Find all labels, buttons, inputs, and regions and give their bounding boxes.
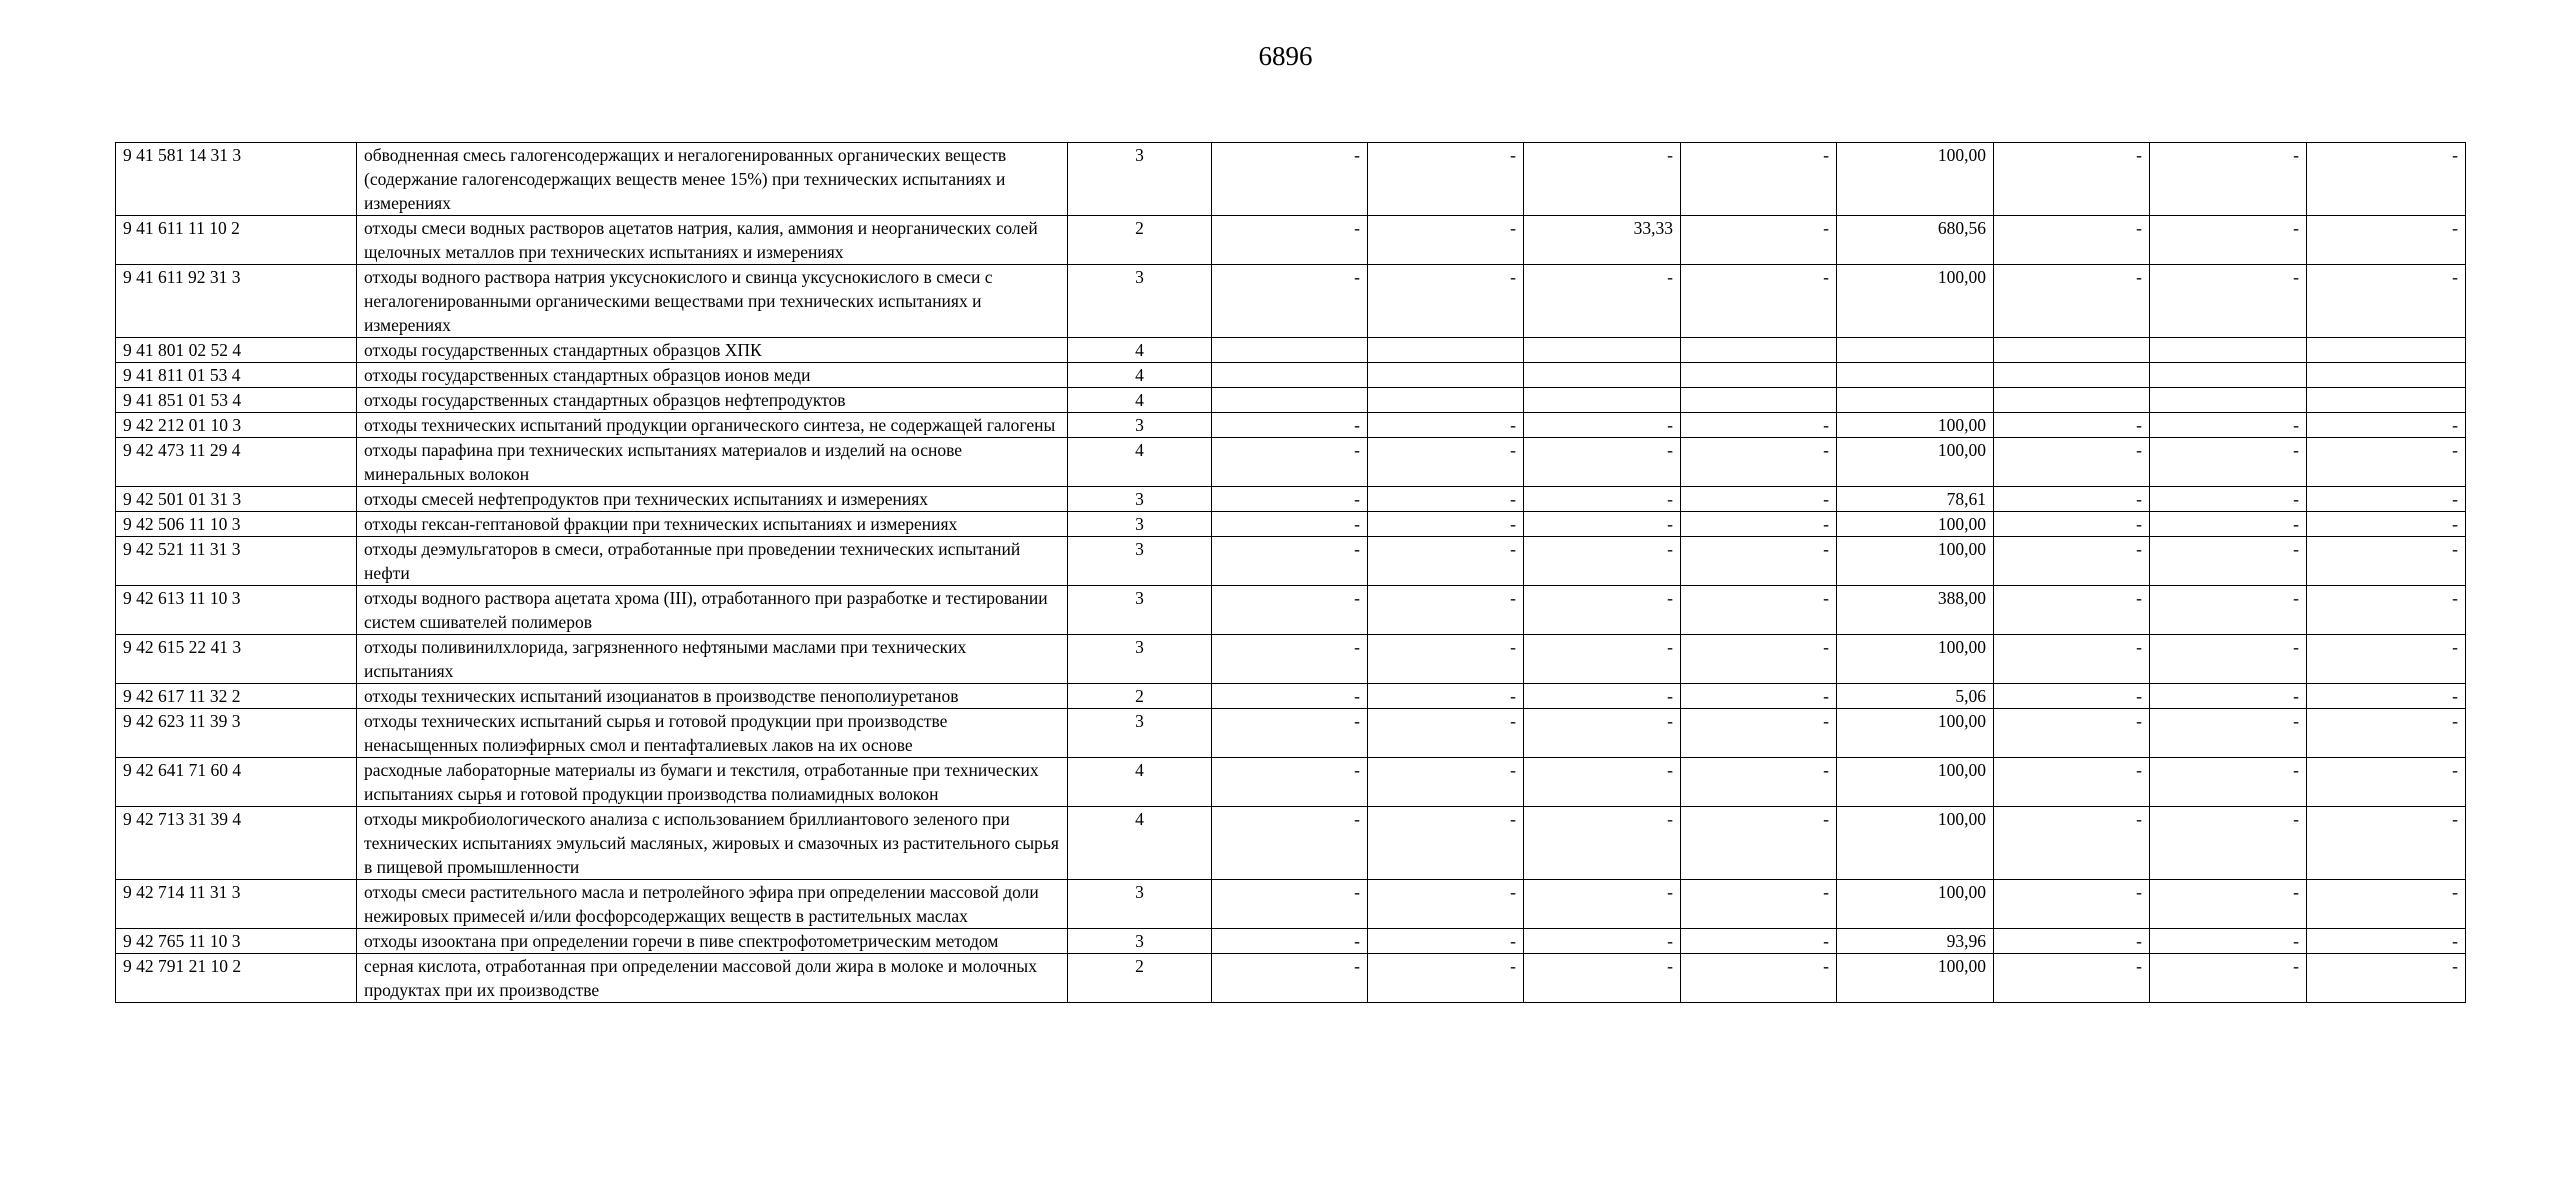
cell-value-1: - bbox=[1212, 954, 1368, 1003]
cell-value-1: - bbox=[1212, 512, 1368, 537]
cell-value-7: - bbox=[2150, 758, 2307, 807]
cell-code: 9 42 714 11 31 3 bbox=[116, 880, 357, 929]
cell-value-3 bbox=[1524, 388, 1681, 413]
cell-value-3: - bbox=[1524, 880, 1681, 929]
cell-value-4: - bbox=[1681, 586, 1837, 635]
cell-value-2: - bbox=[1368, 438, 1524, 487]
cell-value-2: - bbox=[1368, 880, 1524, 929]
cell-code: 9 41 851 01 53 4 bbox=[116, 388, 357, 413]
cell-value-7: - bbox=[2150, 586, 2307, 635]
cell-value-7: - bbox=[2150, 709, 2307, 758]
cell-name: отходы изооктана при определении горечи в пиве спектрофотометрическим методом bbox=[357, 929, 1068, 954]
cell-code: 9 42 615 22 41 3 bbox=[116, 635, 357, 684]
cell-value-4: - bbox=[1681, 265, 1837, 338]
cell-value-8: - bbox=[2307, 512, 2466, 537]
table-row bbox=[116, 537, 2466, 586]
table-row bbox=[116, 265, 2466, 338]
cell-code: 9 42 641 71 60 4 bbox=[116, 758, 357, 807]
cell-value-6: - bbox=[1994, 143, 2150, 216]
cell-value-5: 100,00 bbox=[1837, 537, 1994, 586]
cell-name: отходы технических испытаний сырья и готовой продукции при производстве ненасыщенных полиэфирных смол и пентафталиевых лаков на их основе bbox=[357, 709, 1068, 758]
cell-value-5: 100,00 bbox=[1837, 413, 1994, 438]
cell-value-6 bbox=[1994, 388, 2150, 413]
cell-value-3: - bbox=[1524, 954, 1681, 1003]
cell-hazard-class: 4 bbox=[1068, 758, 1212, 807]
cell-value-6: - bbox=[1994, 929, 2150, 954]
cell-value-2: - bbox=[1368, 709, 1524, 758]
page-number: 6896 bbox=[1258, 41, 1313, 71]
cell-value-4: - bbox=[1681, 929, 1837, 954]
cell-value-7 bbox=[2150, 388, 2307, 413]
cell-hazard-class: 3 bbox=[1068, 586, 1212, 635]
cell-code: 9 42 521 11 31 3 bbox=[116, 537, 357, 586]
cell-value-8: - bbox=[2307, 709, 2466, 758]
cell-hazard-class: 3 bbox=[1068, 487, 1212, 512]
cell-value-2: - bbox=[1368, 512, 1524, 537]
cell-value-6: - bbox=[1994, 586, 2150, 635]
cell-value-8: - bbox=[2307, 954, 2466, 1003]
cell-value-1: - bbox=[1212, 143, 1368, 216]
cell-value-3: - bbox=[1524, 929, 1681, 954]
cell-value-1: - bbox=[1212, 537, 1368, 586]
cell-value-5 bbox=[1837, 363, 1994, 388]
cell-value-7: - bbox=[2150, 265, 2307, 338]
cell-value-5: 100,00 bbox=[1837, 635, 1994, 684]
cell-value-1: - bbox=[1212, 265, 1368, 338]
cell-name: отходы смеси растительного масла и петролейного эфира при определении массовой доли нежировых примесей и/или фосфорсодержащих веществ в растительных маслах bbox=[357, 880, 1068, 929]
cell-code: 9 42 212 01 10 3 bbox=[116, 413, 357, 438]
table-body bbox=[116, 143, 2466, 1003]
cell-value-3 bbox=[1524, 363, 1681, 388]
cell-value-5: 100,00 bbox=[1837, 265, 1994, 338]
cell-value-3: - bbox=[1524, 265, 1681, 338]
cell-value-1: - bbox=[1212, 880, 1368, 929]
cell-value-3 bbox=[1524, 338, 1681, 363]
cell-hazard-class: 3 bbox=[1068, 929, 1212, 954]
cell-code: 9 41 801 02 52 4 bbox=[116, 338, 357, 363]
cell-name: отходы поливинилхлорида, загрязненного нефтяными маслами при технических испытаниях bbox=[357, 635, 1068, 684]
cell-value-7: - bbox=[2150, 537, 2307, 586]
cell-hazard-class: 4 bbox=[1068, 338, 1212, 363]
cell-value-7: - bbox=[2150, 880, 2307, 929]
cell-value-8 bbox=[2307, 388, 2466, 413]
cell-value-4: - bbox=[1681, 537, 1837, 586]
table-row bbox=[116, 684, 2466, 709]
cell-hazard-class: 4 bbox=[1068, 438, 1212, 487]
cell-hazard-class: 3 bbox=[1068, 512, 1212, 537]
cell-hazard-class: 2 bbox=[1068, 954, 1212, 1003]
table-row bbox=[116, 363, 2466, 388]
cell-value-2 bbox=[1368, 338, 1524, 363]
cell-value-1: - bbox=[1212, 216, 1368, 265]
cell-value-1: - bbox=[1212, 413, 1368, 438]
cell-hazard-class: 3 bbox=[1068, 880, 1212, 929]
cell-code: 9 41 811 01 53 4 bbox=[116, 363, 357, 388]
cell-name: расходные лабораторные материалы из бумаги и текстиля, отработанные при технических испытаниях сырья и готовой продукции производства полиамидных волокон bbox=[357, 758, 1068, 807]
cell-value-7 bbox=[2150, 363, 2307, 388]
cell-value-7: - bbox=[2150, 807, 2307, 880]
cell-value-8: - bbox=[2307, 487, 2466, 512]
cell-value-7: - bbox=[2150, 413, 2307, 438]
cell-code: 9 41 581 14 31 3 bbox=[116, 143, 357, 216]
cell-value-7 bbox=[2150, 338, 2307, 363]
cell-hazard-class: 3 bbox=[1068, 413, 1212, 438]
cell-value-6: - bbox=[1994, 487, 2150, 512]
cell-value-3: - bbox=[1524, 635, 1681, 684]
cell-value-3: - bbox=[1524, 438, 1681, 487]
cell-value-7: - bbox=[2150, 487, 2307, 512]
cell-value-3: - bbox=[1524, 586, 1681, 635]
cell-hazard-class: 4 bbox=[1068, 807, 1212, 880]
table-row bbox=[116, 635, 2466, 684]
cell-value-4: - bbox=[1681, 216, 1837, 265]
cell-code: 9 42 713 31 39 4 bbox=[116, 807, 357, 880]
cell-value-8: - bbox=[2307, 635, 2466, 684]
cell-value-8: - bbox=[2307, 265, 2466, 338]
cell-code: 9 41 611 11 10 2 bbox=[116, 216, 357, 265]
cell-value-4: - bbox=[1681, 635, 1837, 684]
cell-value-2: - bbox=[1368, 265, 1524, 338]
cell-value-6: - bbox=[1994, 512, 2150, 537]
cell-hazard-class: 3 bbox=[1068, 265, 1212, 338]
cell-value-5: 100,00 bbox=[1837, 954, 1994, 1003]
cell-value-6: - bbox=[1994, 684, 2150, 709]
cell-value-1: - bbox=[1212, 929, 1368, 954]
cell-value-6: - bbox=[1994, 438, 2150, 487]
table-row bbox=[116, 338, 2466, 363]
cell-value-1: - bbox=[1212, 438, 1368, 487]
cell-value-4: - bbox=[1681, 413, 1837, 438]
cell-value-4: - bbox=[1681, 487, 1837, 512]
cell-name: отходы смеси водных растворов ацетатов натрия, калия, аммония и неорганических солей щелочных металлов при технических испытаниях и измерениях bbox=[357, 216, 1068, 265]
table-row bbox=[116, 758, 2466, 807]
cell-value-5: 100,00 bbox=[1837, 807, 1994, 880]
cell-name: обводненная смесь галогенсодержащих и негалогенированных органических веществ (содержание галогенсодержащих веществ менее 15%) при технических испытаниях и измерениях bbox=[357, 143, 1068, 216]
cell-value-3: - bbox=[1524, 143, 1681, 216]
cell-hazard-class: 2 bbox=[1068, 216, 1212, 265]
cell-value-7: - bbox=[2150, 635, 2307, 684]
cell-value-3: - bbox=[1524, 709, 1681, 758]
cell-value-2: - bbox=[1368, 954, 1524, 1003]
cell-name: отходы парафина при технических испытаниях материалов и изделий на основе минеральных волокон bbox=[357, 438, 1068, 487]
cell-name: отходы гексан-гептановой фракции при технических испытаниях и измерениях bbox=[357, 512, 1068, 537]
cell-value-8: - bbox=[2307, 413, 2466, 438]
cell-value-6: - bbox=[1994, 537, 2150, 586]
table-row bbox=[116, 954, 2466, 1003]
table-row bbox=[116, 929, 2466, 954]
cell-value-6: - bbox=[1994, 216, 2150, 265]
cell-value-8: - bbox=[2307, 438, 2466, 487]
cell-value-4 bbox=[1681, 338, 1837, 363]
cell-value-5: 100,00 bbox=[1837, 143, 1994, 216]
cell-value-8: - bbox=[2307, 143, 2466, 216]
cell-name: отходы государственных стандартных образцов ХПК bbox=[357, 338, 1068, 363]
cell-value-8: - bbox=[2307, 758, 2466, 807]
cell-value-7: - bbox=[2150, 438, 2307, 487]
cell-value-6: - bbox=[1994, 413, 2150, 438]
cell-code: 9 42 613 11 10 3 bbox=[116, 586, 357, 635]
cell-value-1: - bbox=[1212, 758, 1368, 807]
cell-value-4: - bbox=[1681, 512, 1837, 537]
cell-value-4: - bbox=[1681, 880, 1837, 929]
cell-value-3: 33,33 bbox=[1524, 216, 1681, 265]
cell-value-5 bbox=[1837, 388, 1994, 413]
cell-hazard-class: 3 bbox=[1068, 143, 1212, 216]
cell-code: 9 42 623 11 39 3 bbox=[116, 709, 357, 758]
cell-value-1: - bbox=[1212, 709, 1368, 758]
cell-hazard-class: 4 bbox=[1068, 388, 1212, 413]
table-row bbox=[116, 388, 2466, 413]
cell-value-5 bbox=[1837, 338, 1994, 363]
cell-value-5: 100,00 bbox=[1837, 512, 1994, 537]
cell-name: отходы технических испытаний продукции органического синтеза, не содержащей галогены bbox=[357, 413, 1068, 438]
cell-code: 9 42 791 21 10 2 bbox=[116, 954, 357, 1003]
cell-value-5: 680,56 bbox=[1837, 216, 1994, 265]
cell-value-8: - bbox=[2307, 537, 2466, 586]
cell-code: 9 42 501 01 31 3 bbox=[116, 487, 357, 512]
cell-value-4: - bbox=[1681, 143, 1837, 216]
cell-value-5: 78,61 bbox=[1837, 487, 1994, 512]
cell-value-8: - bbox=[2307, 684, 2466, 709]
cell-value-2: - bbox=[1368, 413, 1524, 438]
cell-value-7: - bbox=[2150, 684, 2307, 709]
cell-name: отходы смесей нефтепродуктов при технических испытаниях и измерениях bbox=[357, 487, 1068, 512]
cell-value-3: - bbox=[1524, 758, 1681, 807]
table-row bbox=[116, 586, 2466, 635]
cell-value-6: - bbox=[1994, 880, 2150, 929]
cell-value-8: - bbox=[2307, 216, 2466, 265]
cell-value-2: - bbox=[1368, 807, 1524, 880]
cell-value-3: - bbox=[1524, 537, 1681, 586]
cell-value-5: 100,00 bbox=[1837, 709, 1994, 758]
cell-value-3: - bbox=[1524, 487, 1681, 512]
table-row bbox=[116, 807, 2466, 880]
table-row bbox=[116, 512, 2466, 537]
cell-value-7: - bbox=[2150, 216, 2307, 265]
table-row bbox=[116, 143, 2466, 216]
cell-value-2: - bbox=[1368, 487, 1524, 512]
cell-code: 9 42 473 11 29 4 bbox=[116, 438, 357, 487]
cell-value-4 bbox=[1681, 388, 1837, 413]
cell-value-5: 388,00 bbox=[1837, 586, 1994, 635]
cell-value-2: - bbox=[1368, 929, 1524, 954]
cell-value-5: 5,06 bbox=[1837, 684, 1994, 709]
cell-name: отходы водного раствора натрия уксуснокислого и свинца уксуснокислого в смеси с негалогенированными органическими веществами при технических испытаниях и измерениях bbox=[357, 265, 1068, 338]
cell-code: 9 42 765 11 10 3 bbox=[116, 929, 357, 954]
cell-hazard-class: 3 bbox=[1068, 709, 1212, 758]
cell-value-1 bbox=[1212, 338, 1368, 363]
cell-value-1: - bbox=[1212, 684, 1368, 709]
cell-value-6: - bbox=[1994, 807, 2150, 880]
cell-hazard-class: 3 bbox=[1068, 537, 1212, 586]
cell-value-2: - bbox=[1368, 143, 1524, 216]
cell-hazard-class: 4 bbox=[1068, 363, 1212, 388]
cell-value-8 bbox=[2307, 338, 2466, 363]
cell-value-6: - bbox=[1994, 709, 2150, 758]
cell-value-2 bbox=[1368, 363, 1524, 388]
cell-value-4: - bbox=[1681, 709, 1837, 758]
cell-value-4: - bbox=[1681, 807, 1837, 880]
cell-value-2 bbox=[1368, 388, 1524, 413]
cell-value-3: - bbox=[1524, 512, 1681, 537]
cell-value-8: - bbox=[2307, 807, 2466, 880]
cell-name: отходы деэмульгаторов в смеси, отработанные при проведении технических испытаний нефти bbox=[357, 537, 1068, 586]
cell-value-8: - bbox=[2307, 880, 2466, 929]
cell-value-2: - bbox=[1368, 216, 1524, 265]
cell-hazard-class: 3 bbox=[1068, 635, 1212, 684]
cell-value-1: - bbox=[1212, 635, 1368, 684]
cell-value-5: 93,96 bbox=[1837, 929, 1994, 954]
cell-value-1 bbox=[1212, 363, 1368, 388]
cell-value-5: 100,00 bbox=[1837, 438, 1994, 487]
cell-value-1: - bbox=[1212, 586, 1368, 635]
cell-value-3: - bbox=[1524, 684, 1681, 709]
cell-value-2: - bbox=[1368, 758, 1524, 807]
table-row bbox=[116, 709, 2466, 758]
table-row bbox=[116, 438, 2466, 487]
cell-value-4: - bbox=[1681, 758, 1837, 807]
cell-value-6 bbox=[1994, 338, 2150, 363]
cell-name: отходы государственных стандартных образцов ионов меди bbox=[357, 363, 1068, 388]
cell-name: серная кислота, отработанная при определении массовой доли жира в молоке и молочных продуктах при их производстве bbox=[357, 954, 1068, 1003]
cell-value-3: - bbox=[1524, 413, 1681, 438]
cell-value-2: - bbox=[1368, 684, 1524, 709]
cell-value-8: - bbox=[2307, 929, 2466, 954]
cell-value-2: - bbox=[1368, 586, 1524, 635]
table-row bbox=[116, 216, 2466, 265]
cell-value-7: - bbox=[2150, 929, 2307, 954]
table-row bbox=[116, 487, 2466, 512]
cell-value-5: 100,00 bbox=[1837, 758, 1994, 807]
cell-value-4: - bbox=[1681, 954, 1837, 1003]
cell-value-8 bbox=[2307, 363, 2466, 388]
cell-value-6 bbox=[1994, 363, 2150, 388]
cell-value-7: - bbox=[2150, 143, 2307, 216]
cell-value-4: - bbox=[1681, 438, 1837, 487]
table-row bbox=[116, 413, 2466, 438]
cell-value-6: - bbox=[1994, 265, 2150, 338]
cell-value-2: - bbox=[1368, 537, 1524, 586]
table-row bbox=[116, 880, 2466, 929]
cell-name: отходы водного раствора ацетата хрома (III), отработанного при разработке и тестировании систем сшивателей полимеров bbox=[357, 586, 1068, 635]
cell-value-6: - bbox=[1994, 635, 2150, 684]
cell-value-6: - bbox=[1994, 954, 2150, 1003]
cell-value-8: - bbox=[2307, 586, 2466, 635]
cell-value-1: - bbox=[1212, 807, 1368, 880]
cell-value-4: - bbox=[1681, 684, 1837, 709]
cell-value-2: - bbox=[1368, 635, 1524, 684]
cell-name: отходы технических испытаний изоцианатов в производстве пенополиуретанов bbox=[357, 684, 1068, 709]
cell-code: 9 41 611 92 31 3 bbox=[116, 265, 357, 338]
cell-name: отходы микробиологического анализа с использованием бриллиантового зеленого при технических испытаниях эмульсий масляных, жировых и смазочных из растительного сырья в пищевой промышленности bbox=[357, 807, 1068, 880]
cell-name: отходы государственных стандартных образцов нефтепродуктов bbox=[357, 388, 1068, 413]
cell-value-1 bbox=[1212, 388, 1368, 413]
waste-table bbox=[115, 142, 2466, 1003]
cell-value-3: - bbox=[1524, 807, 1681, 880]
cell-value-7: - bbox=[2150, 954, 2307, 1003]
cell-value-7: - bbox=[2150, 512, 2307, 537]
cell-value-4 bbox=[1681, 363, 1837, 388]
cell-code: 9 42 617 11 32 2 bbox=[116, 684, 357, 709]
cell-value-5: 100,00 bbox=[1837, 880, 1994, 929]
cell-value-1: - bbox=[1212, 487, 1368, 512]
cell-code: 9 42 506 11 10 3 bbox=[116, 512, 357, 537]
cell-value-6: - bbox=[1994, 758, 2150, 807]
cell-hazard-class: 2 bbox=[1068, 684, 1212, 709]
